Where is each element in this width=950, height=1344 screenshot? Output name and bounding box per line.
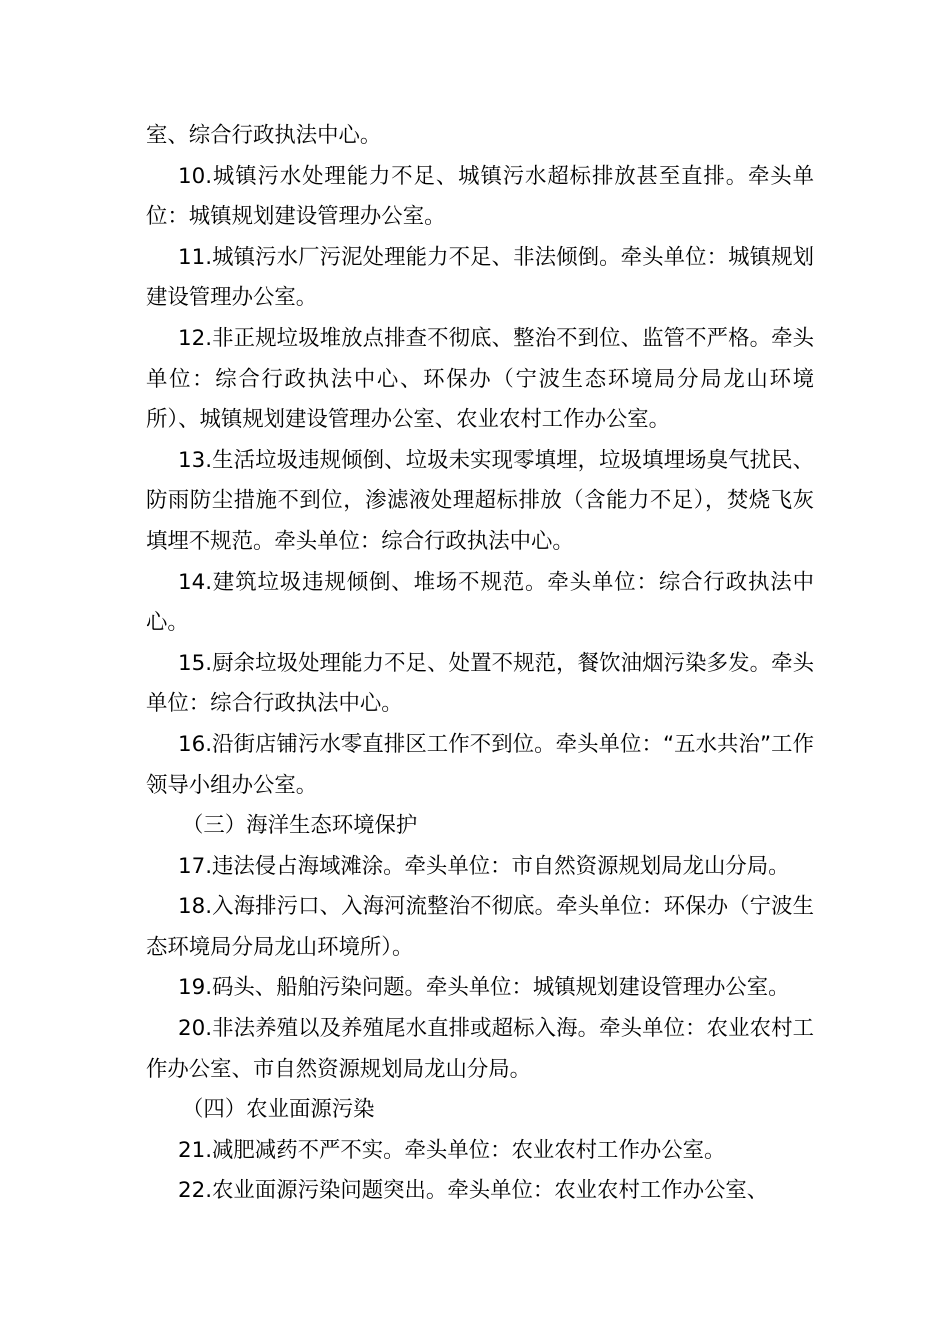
- list-item-18: 18.入海排污口、入海河流整治不彻底。牵头单位：环保办（宁波生态环境局分局龙山环境所）。: [146, 894, 814, 960]
- section-heading-agriculture: （四）农业面源污染: [182, 1097, 375, 1123]
- list-item-14: 14.建筑垃圾违规倾倒、堆场不规范。牵头单位：综合行政执法中心。: [146, 569, 814, 636]
- list-item-20: 20.非法养殖以及养殖尾水直排或超标入海。牵头单位：农业农村工作办公室、市自然资源规划局龙山分局。: [146, 1016, 814, 1082]
- list-item-19: 19.码头、船舶污染问题。牵头单位：城镇规划建设管理办公室。: [178, 975, 790, 1001]
- list-item-17: 17.违法侵占海域滩涂。牵头单位：市自然资源规划局龙山分局。: [178, 853, 790, 879]
- list-item-10: 10.城镇污水处理能力不足、城镇污水超标排放甚至直排。牵头单位：城镇规划建设管理办公室。: [146, 163, 814, 230]
- document-body: [146, 116, 814, 1212]
- section-heading-marine: （三）海洋生态环境保护: [182, 813, 418, 839]
- list-item-12: 12.非正规垃圾堆放点排查不彻底、整治不到位、监管不严格。牵头单位：综合行政执法中心、环保办（宁波生态环境局分局龙山环境所）、城镇规划建设管理办公室、农业农村工作办公室。: [146, 325, 814, 433]
- list-item-22: 22.农业面源污染问题突出。牵头单位：农业农村工作办公室、: [178, 1178, 769, 1204]
- list-item-21: 21.减肥减药不严不实。牵头单位：农业农村工作办公室。: [178, 1137, 726, 1163]
- list-item-13: 13.生活垃圾违规倾倒、垃圾未实现零填埋，垃圾填埋场臭气扰民、防雨防尘措施不到位，渗滤液处理超标排放（含能力不足），焚烧飞灰填埋不规范。牵头单位：综合行政执法中心。: [146, 447, 814, 554]
- list-item-11: 11.城镇污水厂污泥处理能力不足、非法倾倒。牵头单位：城镇规划建设管理办公室。: [146, 244, 814, 311]
- list-item-15: 15.厨余垃圾处理能力不足、处置不规范，餐饮油烟污染多发。牵头单位：综合行政执法中心。: [146, 650, 814, 717]
- paragraph-continuation: 室、综合行政执法中心。: [146, 123, 382, 148]
- list-item-16: 16.沿街店铺污水零直排区工作不到位。牵头单位：“五水共治”工作领导小组办公室。: [146, 731, 814, 798]
